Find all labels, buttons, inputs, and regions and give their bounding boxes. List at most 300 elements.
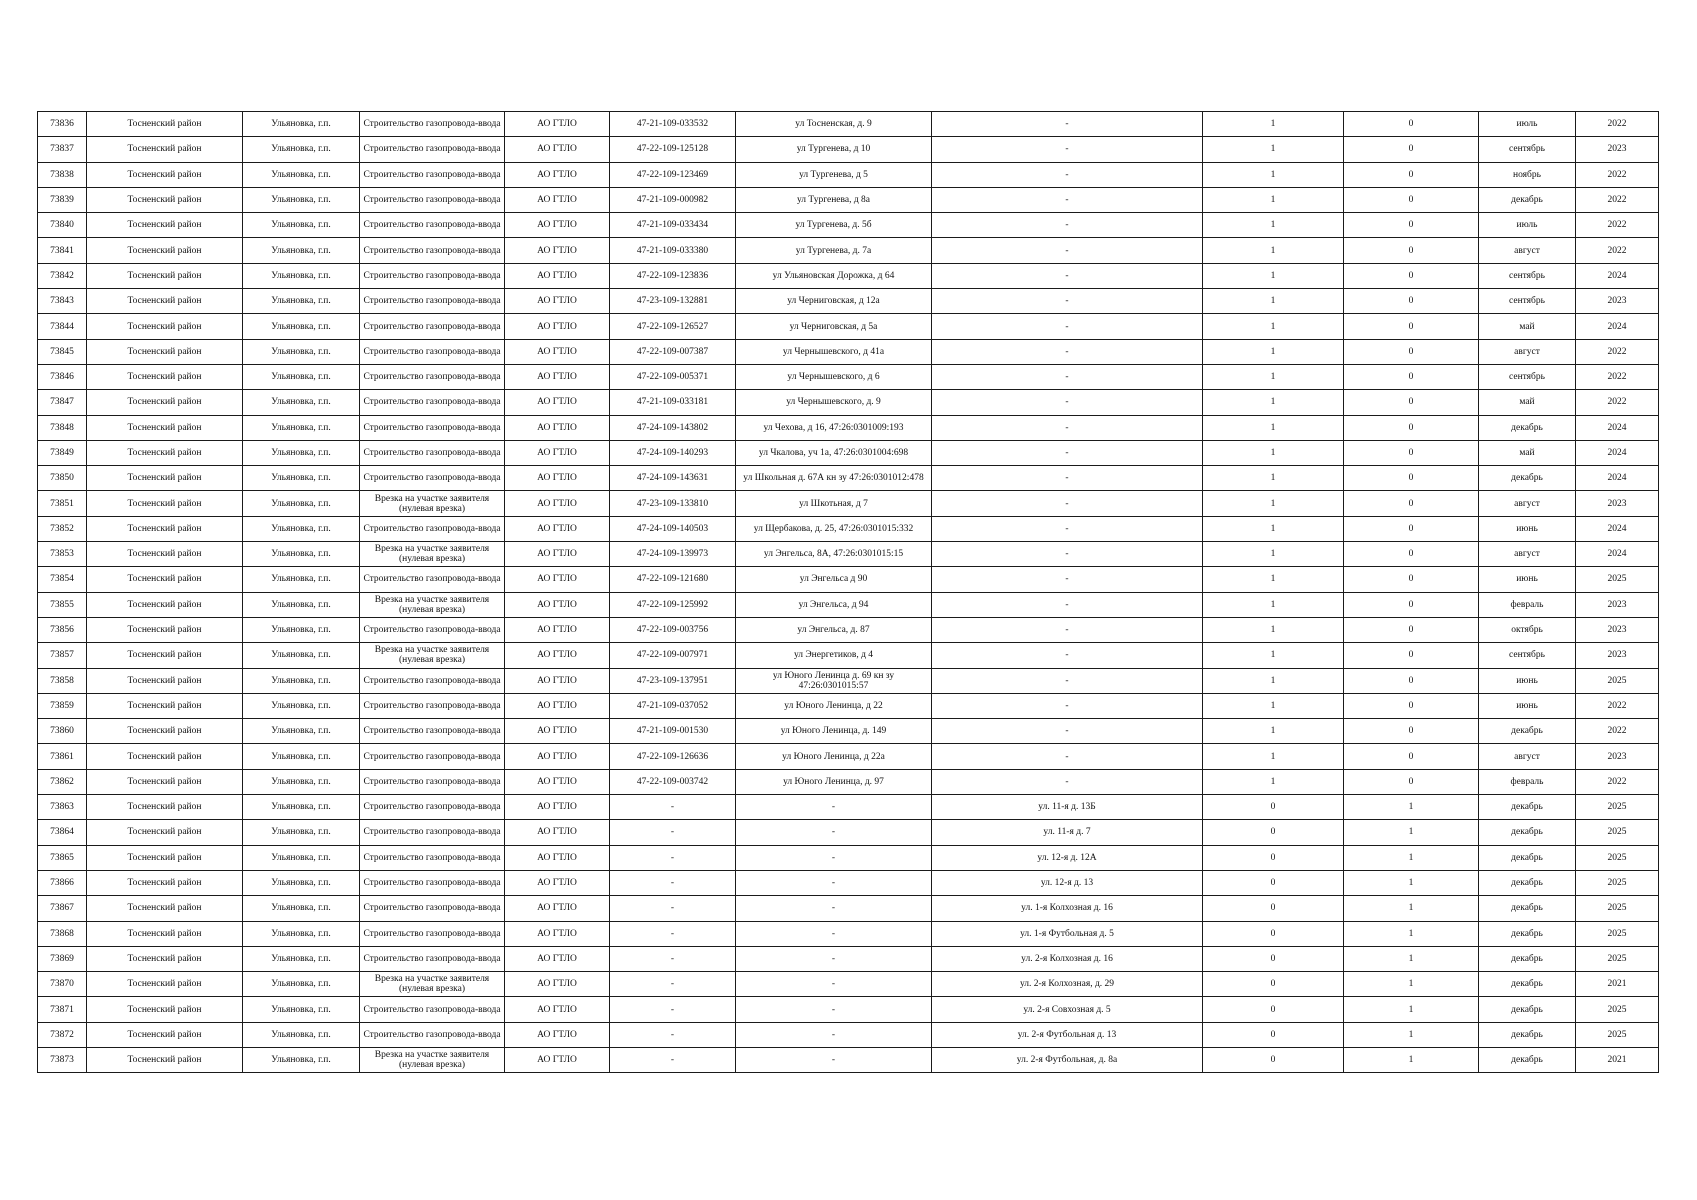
planned-address-cell: - (932, 744, 1203, 769)
count-a-cell: 0 (1203, 946, 1344, 971)
work-type-cell: Строительство газопровода-ввода (360, 795, 505, 820)
year-cell: 2023 (1576, 643, 1659, 668)
settlement-cell: Ульяновка, г.п. (243, 213, 360, 238)
month-cell: июнь (1479, 516, 1576, 541)
year-cell: 2024 (1576, 415, 1659, 440)
work-type-cell: Строительство газопровода-ввода (360, 845, 505, 870)
planned-address-cell: ул. 1-я Колхозная д. 16 (932, 896, 1203, 921)
request-number-cell: 47-24-109-143631 (610, 466, 736, 491)
request-number-cell: 47-22-109-126527 (610, 314, 736, 339)
request-number-cell: 47-22-109-003742 (610, 769, 736, 794)
year-cell: 2023 (1576, 744, 1659, 769)
month-cell: декабрь (1479, 972, 1576, 997)
address-cell: - (736, 1022, 932, 1047)
organization-cell: АО ГТЛО (505, 820, 610, 845)
organization-cell: АО ГТЛО (505, 213, 610, 238)
count-b-cell: 0 (1344, 491, 1479, 516)
row-number-cell: 73856 (38, 617, 87, 642)
year-cell: 2024 (1576, 440, 1659, 465)
work-type-cell: Строительство газопровода-ввода (360, 896, 505, 921)
table-row (38, 820, 1659, 845)
address-cell: - (736, 795, 932, 820)
month-cell: декабрь (1479, 1022, 1576, 1047)
address-cell: ул Тургенева, д. 5б (736, 213, 932, 238)
settlement-cell: Ульяновка, г.п. (243, 491, 360, 516)
month-cell: август (1479, 491, 1576, 516)
count-a-cell: 1 (1203, 263, 1344, 288)
district-cell: Тосненский район (87, 592, 243, 617)
address-cell: ул Черниговская, д 5а (736, 314, 932, 339)
district-cell: Тосненский район (87, 314, 243, 339)
request-number-cell: - (610, 1047, 736, 1072)
table-row (38, 162, 1659, 187)
organization-cell: АО ГТЛО (505, 1022, 610, 1047)
planned-address-cell: - (932, 162, 1203, 187)
district-cell: Тосненский район (87, 466, 243, 491)
settlement-cell: Ульяновка, г.п. (243, 997, 360, 1022)
address-cell: - (736, 997, 932, 1022)
address-cell: ул Энгельса д 90 (736, 567, 932, 592)
count-b-cell: 0 (1344, 668, 1479, 693)
planned-address-cell: - (932, 364, 1203, 389)
address-cell: ул Школьная д. 67А кн зу 47:26:0301012:478 (736, 466, 932, 491)
request-number-cell: - (610, 870, 736, 895)
organization-cell: АО ГТЛО (505, 921, 610, 946)
row-number-cell: 73865 (38, 845, 87, 870)
count-b-cell: 0 (1344, 643, 1479, 668)
table-row (38, 921, 1659, 946)
organization-cell: АО ГТЛО (505, 744, 610, 769)
settlement-cell: Ульяновка, г.п. (243, 769, 360, 794)
count-a-cell: 1 (1203, 364, 1344, 389)
planned-address-cell: - (932, 112, 1203, 137)
row-number-cell: 73872 (38, 1022, 87, 1047)
count-a-cell: 1 (1203, 592, 1344, 617)
row-number-cell: 73866 (38, 870, 87, 895)
district-cell: Тосненский район (87, 263, 243, 288)
address-cell: ул Тургенева, д 5 (736, 162, 932, 187)
request-number-cell: 47-21-109-033380 (610, 238, 736, 263)
year-cell: 2025 (1576, 845, 1659, 870)
work-type-cell: Строительство газопровода-ввода (360, 213, 505, 238)
district-cell: Тосненский район (87, 289, 243, 314)
count-a-cell: 1 (1203, 693, 1344, 718)
settlement-cell: Ульяновка, г.п. (243, 1022, 360, 1047)
table-row (38, 668, 1659, 693)
month-cell: декабрь (1479, 946, 1576, 971)
count-b-cell: 0 (1344, 213, 1479, 238)
request-number-cell: 47-22-109-126636 (610, 744, 736, 769)
organization-cell: АО ГТЛО (505, 542, 610, 567)
count-a-cell: 1 (1203, 238, 1344, 263)
planned-address-cell: ул. 2-я Совхозная д. 5 (932, 997, 1203, 1022)
table-row (38, 592, 1659, 617)
district-cell: Тосненский район (87, 921, 243, 946)
planned-address-cell: - (932, 491, 1203, 516)
address-cell: - (736, 896, 932, 921)
row-number-cell: 73869 (38, 946, 87, 971)
organization-cell: АО ГТЛО (505, 719, 610, 744)
settlement-cell: Ульяновка, г.п. (243, 668, 360, 693)
count-a-cell: 1 (1203, 668, 1344, 693)
table-row (38, 542, 1659, 567)
settlement-cell: Ульяновка, г.п. (243, 238, 360, 263)
request-number-cell: 47-24-109-140503 (610, 516, 736, 541)
count-b-cell: 0 (1344, 567, 1479, 592)
organization-cell: АО ГТЛО (505, 187, 610, 212)
request-number-cell: 47-22-109-003756 (610, 617, 736, 642)
organization-cell: АО ГТЛО (505, 946, 610, 971)
year-cell: 2025 (1576, 1022, 1659, 1047)
count-b-cell: 1 (1344, 1047, 1479, 1072)
district-cell: Тосненский район (87, 997, 243, 1022)
organization-cell: АО ГТЛО (505, 390, 610, 415)
count-a-cell: 0 (1203, 972, 1344, 997)
table-row (38, 238, 1659, 263)
planned-address-cell: - (932, 339, 1203, 364)
district-cell: Тосненский район (87, 845, 243, 870)
table-row (38, 263, 1659, 288)
year-cell: 2023 (1576, 491, 1659, 516)
work-type-cell: Строительство газопровода-ввода (360, 820, 505, 845)
year-cell: 2025 (1576, 946, 1659, 971)
planned-address-cell: ул. 11-я д. 13Б (932, 795, 1203, 820)
work-type-cell: Строительство газопровода-ввода (360, 289, 505, 314)
month-cell: июнь (1479, 567, 1576, 592)
district-cell: Тосненский район (87, 364, 243, 389)
work-type-cell: Врезка на участке заявителя (нулевая врезка) (360, 972, 505, 997)
table-row (38, 693, 1659, 718)
district-cell: Тосненский район (87, 567, 243, 592)
request-number-cell: - (610, 997, 736, 1022)
address-cell: - (736, 870, 932, 895)
organization-cell: АО ГТЛО (505, 668, 610, 693)
month-cell: декабрь (1479, 896, 1576, 921)
request-number-cell: - (610, 1022, 736, 1047)
planned-address-cell: - (932, 440, 1203, 465)
organization-cell: АО ГТЛО (505, 364, 610, 389)
month-cell: декабрь (1479, 415, 1576, 440)
settlement-cell: Ульяновка, г.п. (243, 314, 360, 339)
year-cell: 2024 (1576, 314, 1659, 339)
year-cell: 2025 (1576, 820, 1659, 845)
district-cell: Тосненский район (87, 390, 243, 415)
row-number-cell: 73844 (38, 314, 87, 339)
count-b-cell: 0 (1344, 289, 1479, 314)
table-row (38, 997, 1659, 1022)
settlement-cell: Ульяновка, г.п. (243, 516, 360, 541)
settlement-cell: Ульяновка, г.п. (243, 542, 360, 567)
month-cell: август (1479, 238, 1576, 263)
district-cell: Тосненский район (87, 820, 243, 845)
address-cell: - (736, 946, 932, 971)
organization-cell: АО ГТЛО (505, 339, 610, 364)
district-cell: Тосненский район (87, 542, 243, 567)
planned-address-cell: - (932, 643, 1203, 668)
year-cell: 2022 (1576, 162, 1659, 187)
count-a-cell: 1 (1203, 187, 1344, 212)
address-cell: ул Энгельса, 8А, 47:26:0301015:15 (736, 542, 932, 567)
settlement-cell: Ульяновка, г.п. (243, 972, 360, 997)
address-cell: ул Тургенева, д 10 (736, 137, 932, 162)
address-cell: ул Юного Ленинца, д 22 (736, 693, 932, 718)
district-cell: Тосненский район (87, 972, 243, 997)
planned-address-cell: - (932, 769, 1203, 794)
count-b-cell: 0 (1344, 744, 1479, 769)
count-b-cell: 0 (1344, 516, 1479, 541)
year-cell: 2025 (1576, 896, 1659, 921)
settlement-cell: Ульяновка, г.п. (243, 390, 360, 415)
row-number-cell: 73851 (38, 491, 87, 516)
month-cell: июнь (1479, 668, 1576, 693)
month-cell: декабрь (1479, 870, 1576, 895)
organization-cell: АО ГТЛО (505, 263, 610, 288)
year-cell: 2025 (1576, 997, 1659, 1022)
count-b-cell: 0 (1344, 390, 1479, 415)
settlement-cell: Ульяновка, г.п. (243, 617, 360, 642)
request-number-cell: - (610, 795, 736, 820)
month-cell: май (1479, 440, 1576, 465)
count-b-cell: 0 (1344, 617, 1479, 642)
request-number-cell: - (610, 820, 736, 845)
count-b-cell: 0 (1344, 238, 1479, 263)
year-cell: 2024 (1576, 263, 1659, 288)
count-b-cell: 0 (1344, 137, 1479, 162)
work-type-cell: Строительство газопровода-ввода (360, 921, 505, 946)
settlement-cell: Ульяновка, г.п. (243, 137, 360, 162)
year-cell: 2021 (1576, 972, 1659, 997)
settlement-cell: Ульяновка, г.п. (243, 693, 360, 718)
month-cell: декабрь (1479, 997, 1576, 1022)
count-b-cell: 1 (1344, 845, 1479, 870)
count-b-cell: 1 (1344, 1022, 1479, 1047)
request-number-cell: 47-21-109-037052 (610, 693, 736, 718)
planned-address-cell: - (932, 466, 1203, 491)
table-row (38, 1047, 1659, 1072)
count-a-cell: 1 (1203, 213, 1344, 238)
address-cell: ул Энгельса, д 94 (736, 592, 932, 617)
table-row (38, 415, 1659, 440)
organization-cell: АО ГТЛО (505, 238, 610, 263)
table-row (38, 314, 1659, 339)
settlement-cell: Ульяновка, г.п. (243, 795, 360, 820)
request-number-cell: 47-22-109-007971 (610, 643, 736, 668)
table-row (38, 112, 1659, 137)
month-cell: май (1479, 390, 1576, 415)
month-cell: декабрь (1479, 187, 1576, 212)
settlement-cell: Ульяновка, г.п. (243, 162, 360, 187)
work-type-cell: Врезка на участке заявителя (нулевая врезка) (360, 1047, 505, 1072)
work-type-cell: Строительство газопровода-ввода (360, 187, 505, 212)
request-number-cell: 47-21-109-001530 (610, 719, 736, 744)
organization-cell: АО ГТЛО (505, 289, 610, 314)
work-type-cell: Строительство газопровода-ввода (360, 617, 505, 642)
planned-address-cell: ул. 2-я Колхозная д. 16 (932, 946, 1203, 971)
row-number-cell: 73855 (38, 592, 87, 617)
work-type-cell: Строительство газопровода-ввода (360, 516, 505, 541)
work-type-cell: Строительство газопровода-ввода (360, 137, 505, 162)
request-number-cell: 47-22-109-005371 (610, 364, 736, 389)
row-number-cell: 73867 (38, 896, 87, 921)
settlement-cell: Ульяновка, г.п. (243, 719, 360, 744)
count-a-cell: 1 (1203, 112, 1344, 137)
request-number-cell: 47-24-109-140293 (610, 440, 736, 465)
work-type-cell: Строительство газопровода-ввода (360, 719, 505, 744)
row-number-cell: 73864 (38, 820, 87, 845)
request-number-cell: - (610, 946, 736, 971)
planned-address-cell: - (932, 314, 1203, 339)
table-row (38, 187, 1659, 212)
planned-address-cell: ул. 2-я Колхозная, д. 29 (932, 972, 1203, 997)
district-cell: Тосненский район (87, 415, 243, 440)
table-row (38, 440, 1659, 465)
request-number-cell: 47-21-109-033181 (610, 390, 736, 415)
settlement-cell: Ульяновка, г.п. (243, 289, 360, 314)
row-number-cell: 73848 (38, 415, 87, 440)
district-cell: Тосненский район (87, 1022, 243, 1047)
request-number-cell: - (610, 845, 736, 870)
address-cell: ул Чкалова, уч 1а, 47:26:0301004:698 (736, 440, 932, 465)
row-number-cell: 73847 (38, 390, 87, 415)
table-row (38, 137, 1659, 162)
settlement-cell: Ульяновка, г.п. (243, 870, 360, 895)
table-row (38, 364, 1659, 389)
planned-address-cell: - (932, 289, 1203, 314)
table-row (38, 744, 1659, 769)
count-b-cell: 0 (1344, 693, 1479, 718)
table-row (38, 769, 1659, 794)
organization-cell: АО ГТЛО (505, 314, 610, 339)
row-number-cell: 73857 (38, 643, 87, 668)
settlement-cell: Ульяновка, г.п. (243, 921, 360, 946)
request-number-cell: 47-22-109-123469 (610, 162, 736, 187)
request-number-cell: - (610, 921, 736, 946)
row-number-cell: 73849 (38, 440, 87, 465)
request-number-cell: - (610, 972, 736, 997)
address-cell: ул Чернышевского, д 6 (736, 364, 932, 389)
address-cell: ул Черниговская, д 12а (736, 289, 932, 314)
count-b-cell: 0 (1344, 339, 1479, 364)
year-cell: 2025 (1576, 870, 1659, 895)
address-cell: ул Юного Ленинца, д 22а (736, 744, 932, 769)
district-cell: Тосненский район (87, 491, 243, 516)
work-type-cell: Врезка на участке заявителя (нулевая врезка) (360, 592, 505, 617)
district-cell: Тосненский район (87, 187, 243, 212)
month-cell: сентябрь (1479, 263, 1576, 288)
planned-address-cell: - (932, 668, 1203, 693)
organization-cell: АО ГТЛО (505, 415, 610, 440)
district-cell: Тосненский район (87, 668, 243, 693)
year-cell: 2023 (1576, 592, 1659, 617)
organization-cell: АО ГТЛО (505, 617, 610, 642)
count-a-cell: 1 (1203, 542, 1344, 567)
work-type-cell: Строительство газопровода-ввода (360, 339, 505, 364)
year-cell: 2022 (1576, 112, 1659, 137)
count-b-cell: 0 (1344, 542, 1479, 567)
count-a-cell: 0 (1203, 845, 1344, 870)
row-number-cell: 73840 (38, 213, 87, 238)
month-cell: декабрь (1479, 921, 1576, 946)
planned-address-cell: ул. 2-я Футбольная, д. 8а (932, 1047, 1203, 1072)
organization-cell: АО ГТЛО (505, 845, 610, 870)
row-number-cell: 73838 (38, 162, 87, 187)
table-row (38, 845, 1659, 870)
settlement-cell: Ульяновка, г.п. (243, 744, 360, 769)
count-b-cell: 0 (1344, 719, 1479, 744)
count-b-cell: 1 (1344, 820, 1479, 845)
settlement-cell: Ульяновка, г.п. (243, 364, 360, 389)
organization-cell: АО ГТЛО (505, 112, 610, 137)
count-b-cell: 0 (1344, 440, 1479, 465)
row-number-cell: 73854 (38, 567, 87, 592)
settlement-cell: Ульяновка, г.п. (243, 1047, 360, 1072)
month-cell: июль (1479, 213, 1576, 238)
row-number-cell: 73839 (38, 187, 87, 212)
planned-address-cell: ул. 11-я д. 7 (932, 820, 1203, 845)
organization-cell: АО ГТЛО (505, 162, 610, 187)
count-b-cell: 0 (1344, 263, 1479, 288)
district-cell: Тосненский район (87, 946, 243, 971)
table-row (38, 213, 1659, 238)
request-number-cell: 47-21-109-033532 (610, 112, 736, 137)
request-number-cell: 47-24-109-139973 (610, 542, 736, 567)
table-row (38, 567, 1659, 592)
count-a-cell: 0 (1203, 1047, 1344, 1072)
organization-cell: АО ГТЛО (505, 466, 610, 491)
table-row (38, 972, 1659, 997)
work-type-cell: Строительство газопровода-ввода (360, 112, 505, 137)
month-cell: июль (1479, 112, 1576, 137)
month-cell: февраль (1479, 769, 1576, 794)
count-b-cell: 0 (1344, 592, 1479, 617)
count-a-cell: 1 (1203, 415, 1344, 440)
request-number-cell: 47-24-109-143802 (610, 415, 736, 440)
year-cell: 2024 (1576, 466, 1659, 491)
settlement-cell: Ульяновка, г.п. (243, 339, 360, 364)
organization-cell: АО ГТЛО (505, 516, 610, 541)
district-cell: Тосненский район (87, 440, 243, 465)
address-cell: ул Тургенева, д 8а (736, 187, 932, 212)
organization-cell: АО ГТЛО (505, 870, 610, 895)
organization-cell: АО ГТЛО (505, 693, 610, 718)
organization-cell: АО ГТЛО (505, 795, 610, 820)
table-row (38, 491, 1659, 516)
count-a-cell: 1 (1203, 466, 1344, 491)
address-cell: ул Тургенева, д. 7а (736, 238, 932, 263)
address-cell: ул Юного Ленинца, д. 97 (736, 769, 932, 794)
count-a-cell: 1 (1203, 643, 1344, 668)
request-number-cell: 47-23-109-132881 (610, 289, 736, 314)
table-row (38, 946, 1659, 971)
address-cell: - (736, 921, 932, 946)
work-type-cell: Врезка на участке заявителя (нулевая врезка) (360, 491, 505, 516)
address-cell: - (736, 1047, 932, 1072)
row-number-cell: 73862 (38, 769, 87, 794)
month-cell: сентябрь (1479, 137, 1576, 162)
planned-address-cell: - (932, 390, 1203, 415)
request-number-cell: 47-23-109-133810 (610, 491, 736, 516)
row-number-cell: 73846 (38, 364, 87, 389)
month-cell: декабрь (1479, 719, 1576, 744)
row-number-cell: 73845 (38, 339, 87, 364)
year-cell: 2025 (1576, 921, 1659, 946)
work-type-cell: Строительство газопровода-ввода (360, 1022, 505, 1047)
address-cell: ул Чернышевского, д. 9 (736, 390, 932, 415)
count-a-cell: 1 (1203, 390, 1344, 415)
request-number-cell: 47-22-109-123836 (610, 263, 736, 288)
year-cell: 2022 (1576, 769, 1659, 794)
planned-address-cell: - (932, 516, 1203, 541)
